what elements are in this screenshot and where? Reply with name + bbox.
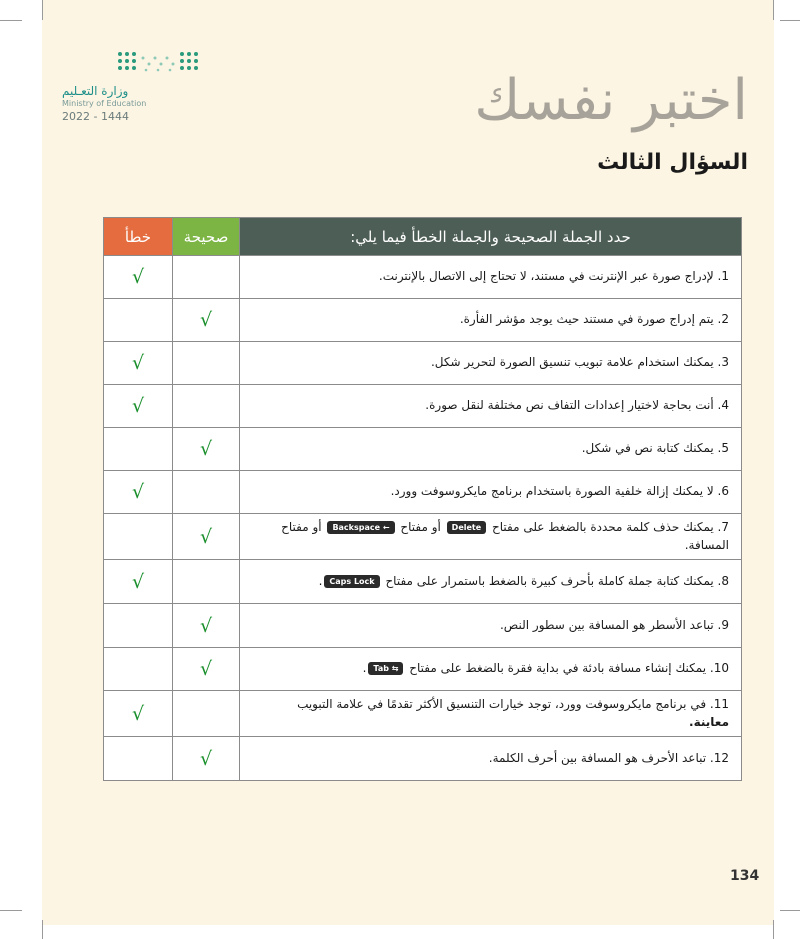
- true-cell[interactable]: [173, 385, 240, 428]
- crop-mark: [773, 920, 774, 939]
- true-cell[interactable]: [173, 691, 240, 737]
- ministry-logo: [62, 50, 202, 123]
- statement-text: 1. لإدراج صورة عبر الإنترنت في مستند، لا تحتاج إلى الاتصال بالإنترنت.: [240, 256, 742, 299]
- false-cell[interactable]: [104, 648, 173, 691]
- true-cell[interactable]: [173, 471, 240, 514]
- false-cell[interactable]: [104, 385, 173, 428]
- statement-text: 3. يمكنك استخدام علامة تبويب تنسيق الصورة لتحرير شكل.: [240, 342, 742, 385]
- false-cell[interactable]: [104, 299, 173, 342]
- true-cell[interactable]: [173, 256, 240, 299]
- false-cell[interactable]: [104, 560, 173, 604]
- statement-text: 4. أنت بحاجة لاختيار إعدادات التفاف نص مختلفة لنقل صورة.: [240, 385, 742, 428]
- check-icon: √: [131, 481, 145, 503]
- crop-mark: [42, 0, 43, 20]
- statement-text: 9. تباعد الأسطر هو المسافة بين سطور النص.: [240, 604, 742, 648]
- false-cell[interactable]: [104, 471, 173, 514]
- true-cell[interactable]: [173, 560, 240, 604]
- false-cell[interactable]: [104, 691, 173, 737]
- check-icon: √: [199, 658, 213, 680]
- header-true: صحيحة: [173, 218, 240, 256]
- true-cell[interactable]: [173, 299, 240, 342]
- check-icon: √: [199, 747, 213, 770]
- check-icon: √: [199, 309, 213, 331]
- false-cell[interactable]: [104, 256, 173, 299]
- ministry-name-arabic: وزارة التعـليم: [62, 84, 129, 98]
- table-row: [104, 428, 742, 471]
- statement-part: .: [318, 573, 323, 588]
- false-cell[interactable]: [104, 737, 173, 781]
- check-icon: √: [199, 614, 213, 637]
- check-icon: √: [131, 395, 145, 417]
- table-row: [104, 385, 742, 428]
- table-row: [104, 299, 742, 342]
- ministry-name-english: Ministry of Education: [62, 99, 147, 108]
- table-row: [104, 256, 742, 299]
- table-row: [104, 514, 742, 560]
- true-cell[interactable]: [173, 514, 240, 560]
- statement-text: 5. يمكنك كتابة نص في شكل.: [240, 428, 742, 471]
- statement-text: 12. تباعد الأحرف هو المسافة بين أحرف الكلمة.: [240, 737, 742, 781]
- true-cell[interactable]: [173, 428, 240, 471]
- statement-part: 7. يمكنك حذف كلمة محددة بالضغط على مفتاح: [491, 520, 729, 535]
- table-row: [104, 737, 742, 781]
- statement-part: أو مفتاح المسافة.: [281, 520, 729, 552]
- false-cell[interactable]: [104, 604, 173, 648]
- caps-lock-key-icon: Caps Lock: [324, 575, 379, 588]
- true-cell[interactable]: [173, 342, 240, 385]
- check-icon: √: [131, 702, 145, 725]
- statement-text: [240, 560, 742, 604]
- statement-part: 8. يمكنك كتابة جملة كاملة بأحرف كبيرة بالضغط باستمرار على مفتاح: [385, 573, 729, 588]
- statement-part: أو مفتاح: [400, 520, 441, 535]
- table-row: [104, 342, 742, 385]
- header-false: خطأ: [104, 218, 173, 256]
- false-cell[interactable]: [104, 514, 173, 560]
- true-false-table: [103, 217, 742, 781]
- header-question: حدد الجملة الصحيحة والجملة الخطأ فيما يلي:: [240, 218, 742, 256]
- tab-key-icon: Tab ⇆: [368, 662, 403, 675]
- statement-text: 2. يتم إدراج صورة في مستند حيث يوجد مؤشر الفأرة.: [240, 299, 742, 342]
- crop-mark: [780, 20, 800, 21]
- backspace-key-icon: Backspace ←: [327, 521, 394, 534]
- statement-text: [240, 514, 742, 560]
- statement-text: 6. لا يمكنك إزالة خلفية الصورة باستخدام برنامج مايكروسوفت وورد.: [240, 471, 742, 514]
- table-row: [104, 560, 742, 604]
- check-icon: √: [199, 438, 213, 460]
- crop-mark: [773, 0, 774, 20]
- true-cell[interactable]: [173, 604, 240, 648]
- statement-text: [240, 691, 742, 737]
- table-header-row: [104, 218, 742, 256]
- check-icon: √: [131, 266, 145, 288]
- question-title: السؤال الثالث: [597, 150, 748, 175]
- crop-mark: [42, 920, 43, 939]
- statement-bold-part: معاينة.: [689, 714, 729, 729]
- false-cell[interactable]: [104, 342, 173, 385]
- check-icon: √: [131, 352, 145, 374]
- table-row: [104, 471, 742, 514]
- table-row: [104, 604, 742, 648]
- crop-mark: [0, 910, 22, 911]
- ministry-emblem-icon: [116, 50, 202, 76]
- statement-part: 11. في برنامج مايكروسوفت وورد، توجد خيارات التنسيق الأكثر تقدمًا في علامة التبويب: [297, 697, 729, 712]
- check-icon: √: [199, 525, 213, 548]
- table-row: [104, 648, 742, 691]
- crop-mark: [780, 910, 800, 911]
- ministry-year: 2022 - 1444: [62, 110, 129, 123]
- true-cell[interactable]: [173, 648, 240, 691]
- page-title: اختبر نفسك: [474, 68, 748, 133]
- check-icon: √: [131, 570, 145, 593]
- statement-text: [240, 648, 742, 691]
- statement-part: 10. يمكنك إنشاء مسافة بادئة في بداية فقرة بالضغط على مفتاح: [409, 661, 729, 676]
- delete-key-icon: Delete: [447, 521, 486, 534]
- false-cell[interactable]: [104, 428, 173, 471]
- page-number: 134: [730, 868, 760, 884]
- statement-part: .: [362, 661, 367, 676]
- true-cell[interactable]: [173, 737, 240, 781]
- table-row: [104, 691, 742, 737]
- crop-mark: [0, 20, 22, 21]
